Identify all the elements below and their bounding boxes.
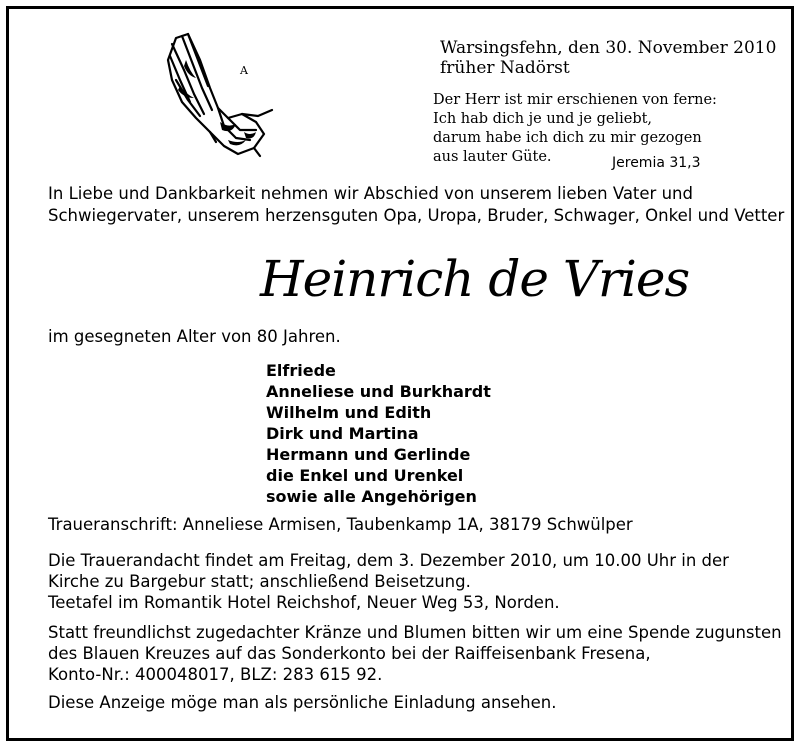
closing-line: Diese Anzeige möge man als persönliche Einladung ansehen. xyxy=(48,693,557,712)
intro-line: Schwiegervater, unserem herzensguten Opa, Uropa, Bruder, Schwager, Onkel und Vetter xyxy=(48,206,785,225)
service-line: Teetafel im Romantik Hotel Reichshof, Neuer Weg 53, Norden. xyxy=(48,593,560,612)
donation-line: Statt freundlichst zugedachter Kränze und Blumen bitten wir um eine Spende zugunsten xyxy=(48,623,782,642)
donation-line: Konto-Nr.: 400048017, BLZ: 283 615 92. xyxy=(48,665,383,684)
verse-line: darum habe ich dich zu mir gezogen xyxy=(433,130,702,146)
intro-line: In Liebe und Dankbarkeit nehmen wir Abschied von unserem lieben Vater und xyxy=(48,184,693,203)
donation-line: des Blauen Kreuzes auf das Sonderkonto bei der Raiffeisenbank Fresena, xyxy=(48,644,651,663)
svg-text:A: A xyxy=(240,64,248,77)
verse-line: Der Herr ist mir erschienen von ferne: xyxy=(433,92,717,108)
mourner-name: Dirk und Martina xyxy=(266,424,419,443)
mourner-name: Anneliese und Burkhardt xyxy=(266,382,491,401)
mourner-name: die Enkel und Urenkel xyxy=(266,466,464,485)
mourner-name: Wilhelm und Edith xyxy=(266,403,432,422)
place-date: Warsingsfehn, den 30. November 2010 xyxy=(440,38,777,58)
praying-hands-icon xyxy=(158,30,276,160)
mourning-address: Traueranschrift: Anneliese Armisen, Taubenkamp 1A, 38179 Schwülper xyxy=(48,515,633,534)
service-line: Die Trauerandacht findet am Freitag, dem 3. Dezember 2010, um 10.00 Uhr in der xyxy=(48,551,729,570)
deceased-name: Heinrich de Vries xyxy=(260,250,690,308)
verse-reference: Jeremia 31,3 xyxy=(612,155,701,171)
verse-line: aus lauter Güte. xyxy=(433,149,552,165)
mourner-name: Elfriede xyxy=(266,361,336,380)
mourner-name: Hermann und Gerlinde xyxy=(266,445,471,464)
mourner-name: sowie alle Angehörigen xyxy=(266,487,477,506)
verse-line: Ich hab dich je und je geliebt, xyxy=(433,111,653,127)
age-line: im gesegneten Alter von 80 Jahren. xyxy=(48,327,341,346)
service-line: Kirche zu Bargebur statt; anschließend Beisetzung. xyxy=(48,572,471,591)
formerly-line: früher Nadörst xyxy=(440,58,570,78)
